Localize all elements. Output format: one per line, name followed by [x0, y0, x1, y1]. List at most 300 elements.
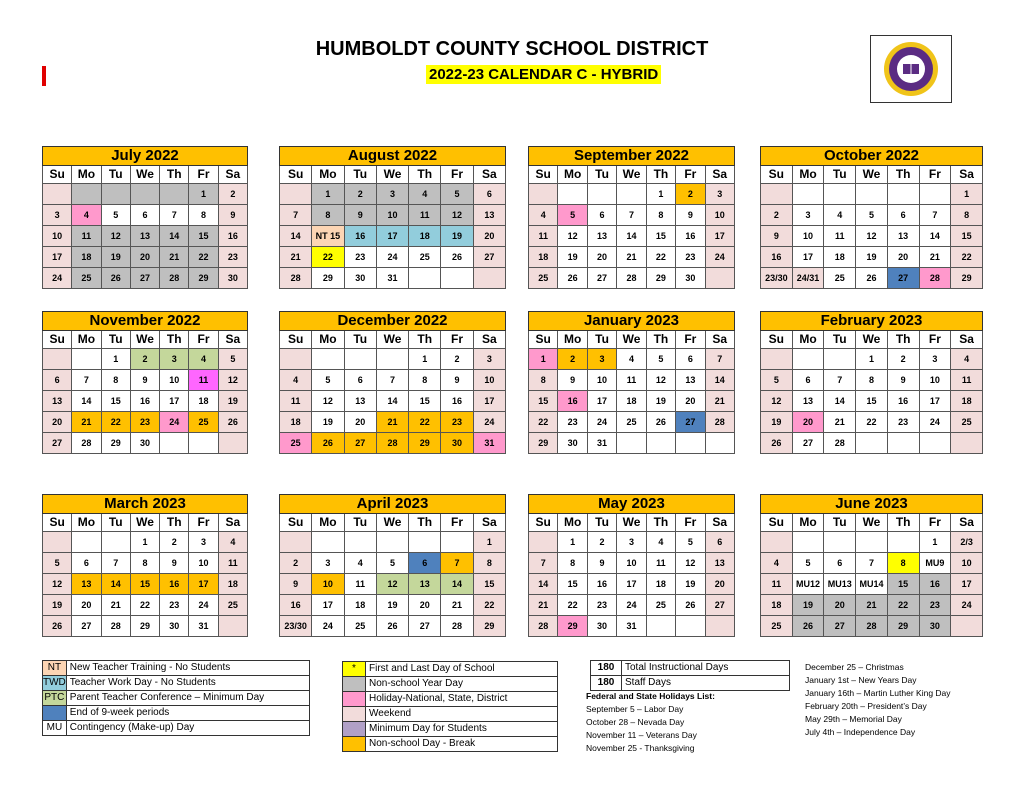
- day-cell: 29: [558, 616, 587, 637]
- day-cell: 25: [951, 412, 983, 433]
- day-cell: 29: [130, 616, 159, 637]
- day-cell: 12: [218, 370, 247, 391]
- day-cell: 19: [856, 247, 888, 268]
- day-cell: 25: [280, 433, 312, 454]
- day-cell: 17: [376, 226, 408, 247]
- calendar-subtitle: 2022-23 CALENDAR C - HYBRID: [426, 65, 661, 84]
- month-title: September 2022: [529, 147, 735, 166]
- day-cell: 18: [72, 247, 101, 268]
- day-cell: [856, 184, 888, 205]
- day-cell: 26: [218, 412, 247, 433]
- day-cell: 15: [646, 226, 675, 247]
- day-cell: 5: [101, 205, 130, 226]
- month-september-2022: [528, 146, 735, 289]
- day-counts: [590, 660, 790, 691]
- day-cell: 16: [761, 247, 793, 268]
- weekday-header: Tu: [344, 514, 376, 532]
- day-cell: 4: [218, 532, 247, 553]
- day-cell: 26: [761, 433, 793, 454]
- weekday-header: Su: [761, 331, 793, 349]
- day-cell: [43, 532, 72, 553]
- month-title: December 2022: [280, 312, 506, 331]
- day-cell: 14: [376, 391, 408, 412]
- day-cell: 21: [101, 595, 130, 616]
- day-cell: 22: [951, 247, 983, 268]
- day-cell: 5: [646, 349, 675, 370]
- day-cell: 15: [189, 226, 218, 247]
- day-cell: 24: [705, 247, 734, 268]
- day-cell: 27: [473, 247, 505, 268]
- holiday-item: July 4th – Independence Day: [805, 727, 916, 737]
- day-cell: 8: [887, 553, 919, 574]
- day-cell: MU14: [856, 574, 888, 595]
- day-cell: 26: [856, 268, 888, 289]
- day-cell: 27: [587, 268, 616, 289]
- day-cell: 24: [312, 616, 344, 637]
- weekday-header: We: [856, 514, 888, 532]
- day-cell: 23: [887, 412, 919, 433]
- day-cell: 7: [617, 205, 646, 226]
- day-cell: 10: [376, 205, 408, 226]
- day-cell: 30: [587, 616, 616, 637]
- month-june-2023: [760, 494, 983, 637]
- day-cell: 11: [617, 370, 646, 391]
- day-cell: 7: [824, 370, 856, 391]
- day-cell: 2: [761, 205, 793, 226]
- day-cell: [705, 433, 734, 454]
- day-cell: 18: [344, 595, 376, 616]
- day-cell: 6: [587, 205, 616, 226]
- day-cell: [887, 433, 919, 454]
- day-cell: 1: [919, 532, 951, 553]
- day-cell: 25: [344, 616, 376, 637]
- day-cell: 15: [473, 574, 505, 595]
- day-cell: 26: [646, 412, 675, 433]
- day-cell: 11: [646, 553, 675, 574]
- day-cell: 23/30: [761, 268, 793, 289]
- day-cell: 24: [43, 268, 72, 289]
- day-cell: 16: [558, 391, 587, 412]
- day-cell: 31: [617, 616, 646, 637]
- day-cell: [101, 532, 130, 553]
- holiday-list-right: [805, 661, 951, 739]
- day-cell: 24: [473, 412, 505, 433]
- day-cell: 15: [887, 574, 919, 595]
- day-cell: [218, 616, 247, 637]
- day-cell: 29: [529, 433, 558, 454]
- holiday-item: January 16th – Martin Luther King Day: [805, 688, 951, 698]
- day-cell: 13: [344, 391, 376, 412]
- day-cell: 19: [376, 595, 408, 616]
- day-cell: 28: [824, 433, 856, 454]
- weekday-header: Tu: [101, 514, 130, 532]
- legend-label: Weekend: [366, 707, 558, 722]
- day-cell: 25: [617, 412, 646, 433]
- day-cell: 11: [189, 370, 218, 391]
- legend-swatch: [343, 707, 366, 722]
- day-cell: [646, 433, 675, 454]
- day-cell: 4: [646, 532, 675, 553]
- day-cell: 2: [587, 532, 616, 553]
- day-cell: 16: [587, 574, 616, 595]
- day-cell: 4: [529, 205, 558, 226]
- day-cell: 5: [676, 532, 705, 553]
- day-cell: 24: [919, 412, 951, 433]
- day-cell: 28: [919, 268, 951, 289]
- day-cell: 3: [617, 532, 646, 553]
- weekday-header: Su: [280, 331, 312, 349]
- weekday-header: Su: [761, 514, 793, 532]
- weekday-header: Mo: [558, 166, 587, 184]
- day-cell: [951, 433, 983, 454]
- day-cell: 7: [529, 553, 558, 574]
- day-cell: 23: [160, 595, 189, 616]
- count-number: 180: [591, 661, 622, 676]
- weekday-header: We: [376, 514, 408, 532]
- weekday-header: Mo: [558, 331, 587, 349]
- day-cell: 20: [344, 412, 376, 433]
- day-cell: 14: [824, 391, 856, 412]
- legend-label: New Teacher Training - No Students: [66, 661, 309, 676]
- day-cell: 13: [676, 370, 705, 391]
- day-cell: 5: [312, 370, 344, 391]
- day-cell: 12: [761, 391, 793, 412]
- legend-label: First and Last Day of School: [366, 662, 558, 677]
- weekday-header: Sa: [705, 331, 734, 349]
- day-cell: 7: [101, 553, 130, 574]
- day-cell: 13: [792, 391, 824, 412]
- day-cell: 29: [189, 268, 218, 289]
- count-label: Staff Days: [622, 676, 790, 691]
- day-cell: 17: [792, 247, 824, 268]
- day-cell: 9: [761, 226, 793, 247]
- day-cell: 25: [824, 268, 856, 289]
- day-cell: 4: [189, 349, 218, 370]
- day-cell: 18: [646, 574, 675, 595]
- day-cell: 2: [344, 184, 376, 205]
- day-cell: 7: [376, 370, 408, 391]
- day-cell: 25: [409, 247, 441, 268]
- day-cell: 30: [130, 433, 159, 454]
- month-title: October 2022: [761, 147, 983, 166]
- month-february-2023: [760, 311, 983, 454]
- day-cell: 31: [587, 433, 616, 454]
- day-cell: 16: [919, 574, 951, 595]
- day-cell: 14: [160, 226, 189, 247]
- weekday-header: Th: [646, 331, 675, 349]
- day-cell: 29: [887, 616, 919, 637]
- weekday-header: Sa: [705, 166, 734, 184]
- day-cell: [130, 184, 159, 205]
- day-cell: 20: [587, 247, 616, 268]
- day-cell: 6: [130, 205, 159, 226]
- day-cell: [189, 433, 218, 454]
- month-july-2022: [42, 146, 248, 289]
- day-cell: [160, 184, 189, 205]
- day-cell: 1: [473, 532, 505, 553]
- day-cell: 28: [72, 433, 101, 454]
- day-cell: [312, 349, 344, 370]
- day-cell: 16: [887, 391, 919, 412]
- legend-label: End of 9-week periods: [66, 706, 309, 721]
- holiday-list-left: [586, 690, 715, 755]
- month-december-2022: [279, 311, 506, 454]
- day-cell: 26: [441, 247, 473, 268]
- holiday-item: February 20th – President’s Day: [805, 701, 927, 711]
- weekday-header: Mo: [72, 514, 101, 532]
- day-cell: 26: [676, 595, 705, 616]
- day-cell: 17: [43, 247, 72, 268]
- weekday-header: Th: [409, 514, 441, 532]
- day-cell: [792, 184, 824, 205]
- day-cell: 26: [101, 268, 130, 289]
- day-cell: 18: [280, 412, 312, 433]
- day-cell: 31: [189, 616, 218, 637]
- weekday-header: We: [617, 331, 646, 349]
- weekday-header: Mo: [72, 166, 101, 184]
- day-cell: 8: [856, 370, 888, 391]
- day-cell: [409, 268, 441, 289]
- day-cell: 9: [160, 553, 189, 574]
- weekday-header: Tu: [587, 166, 616, 184]
- day-cell: 28: [160, 268, 189, 289]
- day-cell: 27: [72, 616, 101, 637]
- day-cell: [824, 532, 856, 553]
- day-cell: 22: [473, 595, 505, 616]
- day-cell: 1: [312, 184, 344, 205]
- month-title: March 2023: [43, 495, 248, 514]
- day-cell: 5: [218, 349, 247, 370]
- day-cell: 26: [376, 616, 408, 637]
- weekday-header: Th: [160, 514, 189, 532]
- legend-swatch: PTC: [43, 691, 67, 706]
- weekday-header: Sa: [473, 514, 505, 532]
- month-title: November 2022: [43, 312, 248, 331]
- day-cell: 12: [101, 226, 130, 247]
- day-cell: 8: [646, 205, 675, 226]
- day-cell: [529, 532, 558, 553]
- month-title: February 2023: [761, 312, 983, 331]
- day-cell: 10: [473, 370, 505, 391]
- day-cell: 6: [409, 553, 441, 574]
- day-cell: 23: [676, 247, 705, 268]
- weekday-header: Fr: [676, 514, 705, 532]
- day-cell: 28: [617, 268, 646, 289]
- day-cell: [919, 433, 951, 454]
- weekday-header: Sa: [218, 166, 247, 184]
- month-title: July 2022: [43, 147, 248, 166]
- day-cell: [72, 532, 101, 553]
- month-may-2023: [528, 494, 735, 637]
- day-cell: 21: [824, 412, 856, 433]
- day-cell: 29: [951, 268, 983, 289]
- weekday-header: Fr: [676, 166, 705, 184]
- weekday-header: Mo: [312, 166, 344, 184]
- day-cell: 15: [130, 574, 159, 595]
- day-cell: 9: [130, 370, 159, 391]
- day-cell: [919, 184, 951, 205]
- day-cell: 26: [558, 268, 587, 289]
- day-cell: 14: [441, 574, 473, 595]
- day-cell: 29: [312, 268, 344, 289]
- day-cell: 28: [529, 616, 558, 637]
- day-cell: 18: [529, 247, 558, 268]
- day-cell: 11: [218, 553, 247, 574]
- day-cell: 17: [160, 391, 189, 412]
- month-october-2022: [760, 146, 983, 289]
- day-cell: 12: [43, 574, 72, 595]
- weekday-header: Tu: [587, 514, 616, 532]
- day-cell: 10: [587, 370, 616, 391]
- day-cell: 25: [761, 616, 793, 637]
- day-cell: 19: [792, 595, 824, 616]
- day-cell: 24: [951, 595, 983, 616]
- day-cell: [856, 532, 888, 553]
- day-cell: 13: [473, 205, 505, 226]
- day-cell: 14: [919, 226, 951, 247]
- day-cell: 19: [646, 391, 675, 412]
- legend-swatch: [343, 677, 366, 692]
- day-cell: 21: [617, 247, 646, 268]
- holiday-item: October 28 – Nevada Day: [586, 717, 685, 727]
- day-cell: 22: [529, 412, 558, 433]
- day-cell: 8: [409, 370, 441, 391]
- day-cell: 11: [409, 205, 441, 226]
- day-cell: 30: [218, 268, 247, 289]
- day-cell: 3: [919, 349, 951, 370]
- day-cell: 14: [705, 370, 734, 391]
- day-cell: 24/31: [792, 268, 824, 289]
- day-cell: 20: [676, 391, 705, 412]
- day-cell: 5: [856, 205, 888, 226]
- month-title: May 2023: [529, 495, 735, 514]
- day-cell: 8: [312, 205, 344, 226]
- weekday-header: Fr: [441, 514, 473, 532]
- district-title: HUMBOLDT COUNTY SCHOOL DISTRICT: [315, 38, 709, 60]
- day-cell: 12: [376, 574, 408, 595]
- month-april-2023: [279, 494, 506, 637]
- month-title: April 2023: [280, 495, 506, 514]
- day-cell: 9: [280, 574, 312, 595]
- day-cell: 10: [792, 226, 824, 247]
- day-cell: [160, 433, 189, 454]
- day-cell: 29: [646, 268, 675, 289]
- day-cell: 19: [558, 247, 587, 268]
- day-cell: 23: [218, 247, 247, 268]
- day-cell: 8: [529, 370, 558, 391]
- weekday-header: Tu: [101, 331, 130, 349]
- day-cell: 8: [189, 205, 218, 226]
- day-cell: 13: [587, 226, 616, 247]
- weekday-header: Su: [529, 166, 558, 184]
- legend-swatch: [343, 737, 366, 752]
- day-cell: 24: [189, 595, 218, 616]
- day-cell: 1: [646, 184, 675, 205]
- weekday-header: Su: [529, 331, 558, 349]
- day-cell: 30: [676, 268, 705, 289]
- day-cell: 22: [887, 595, 919, 616]
- day-cell: 23: [344, 247, 376, 268]
- day-cell: 27: [887, 268, 919, 289]
- day-cell: 18: [218, 574, 247, 595]
- day-cell: 25: [529, 268, 558, 289]
- day-cell: 31: [473, 433, 505, 454]
- day-cell: 5: [792, 553, 824, 574]
- day-cell: [705, 268, 734, 289]
- day-cell: 2: [160, 532, 189, 553]
- day-cell: 23: [130, 412, 159, 433]
- day-cell: 22: [101, 412, 130, 433]
- day-cell: 28: [280, 268, 312, 289]
- day-cell: 6: [705, 532, 734, 553]
- day-cell: 16: [441, 391, 473, 412]
- weekday-header: We: [376, 331, 408, 349]
- day-cell: 7: [919, 205, 951, 226]
- district-logo: [870, 35, 952, 103]
- day-cell: 2: [441, 349, 473, 370]
- day-cell: 25: [646, 595, 675, 616]
- day-cell: 15: [856, 391, 888, 412]
- holiday-item: January 1st – New Years Day: [805, 675, 917, 685]
- day-cell: 28: [101, 616, 130, 637]
- day-cell: 15: [101, 391, 130, 412]
- day-cell: 27: [344, 433, 376, 454]
- day-cell: 16: [676, 226, 705, 247]
- day-cell: 3: [587, 349, 616, 370]
- month-november-2022: [42, 311, 248, 454]
- day-cell: 10: [189, 553, 218, 574]
- day-cell: [280, 349, 312, 370]
- weekday-header: Fr: [189, 166, 218, 184]
- day-cell: 6: [676, 349, 705, 370]
- weekday-header: Mo: [792, 166, 824, 184]
- day-cell: 11: [280, 391, 312, 412]
- holidays-title: Federal and State Holidays List:: [586, 691, 715, 701]
- day-cell: 30: [441, 433, 473, 454]
- day-cell: 21: [529, 595, 558, 616]
- day-cell: 27: [43, 433, 72, 454]
- day-cell: 28: [705, 412, 734, 433]
- day-cell: 24: [617, 595, 646, 616]
- day-cell: 19: [312, 412, 344, 433]
- day-cell: 12: [312, 391, 344, 412]
- holiday-item: November 25 - Thanksgiving: [586, 743, 695, 753]
- day-cell: 7: [160, 205, 189, 226]
- legend-label: Minimum Day for Students: [366, 722, 558, 737]
- day-cell: 10: [43, 226, 72, 247]
- legend-codes: [42, 660, 310, 736]
- day-cell: 4: [951, 349, 983, 370]
- day-cell: 18: [617, 391, 646, 412]
- day-cell: 22: [189, 247, 218, 268]
- day-cell: 14: [617, 226, 646, 247]
- day-cell: 29: [101, 433, 130, 454]
- weekday-header: Su: [43, 331, 72, 349]
- day-cell: 11: [72, 226, 101, 247]
- legend-label: Non-school Year Day: [366, 677, 558, 692]
- weekday-header: Tu: [344, 331, 376, 349]
- day-cell: 13: [409, 574, 441, 595]
- day-cell: 8: [130, 553, 159, 574]
- legend-swatch: [43, 706, 67, 721]
- legend-swatch: TWD: [43, 676, 67, 691]
- day-cell: 6: [72, 553, 101, 574]
- day-cell: 21: [376, 412, 408, 433]
- weekday-header: Th: [160, 331, 189, 349]
- day-cell: 2: [558, 349, 587, 370]
- day-cell: 26: [43, 616, 72, 637]
- day-cell: [761, 532, 793, 553]
